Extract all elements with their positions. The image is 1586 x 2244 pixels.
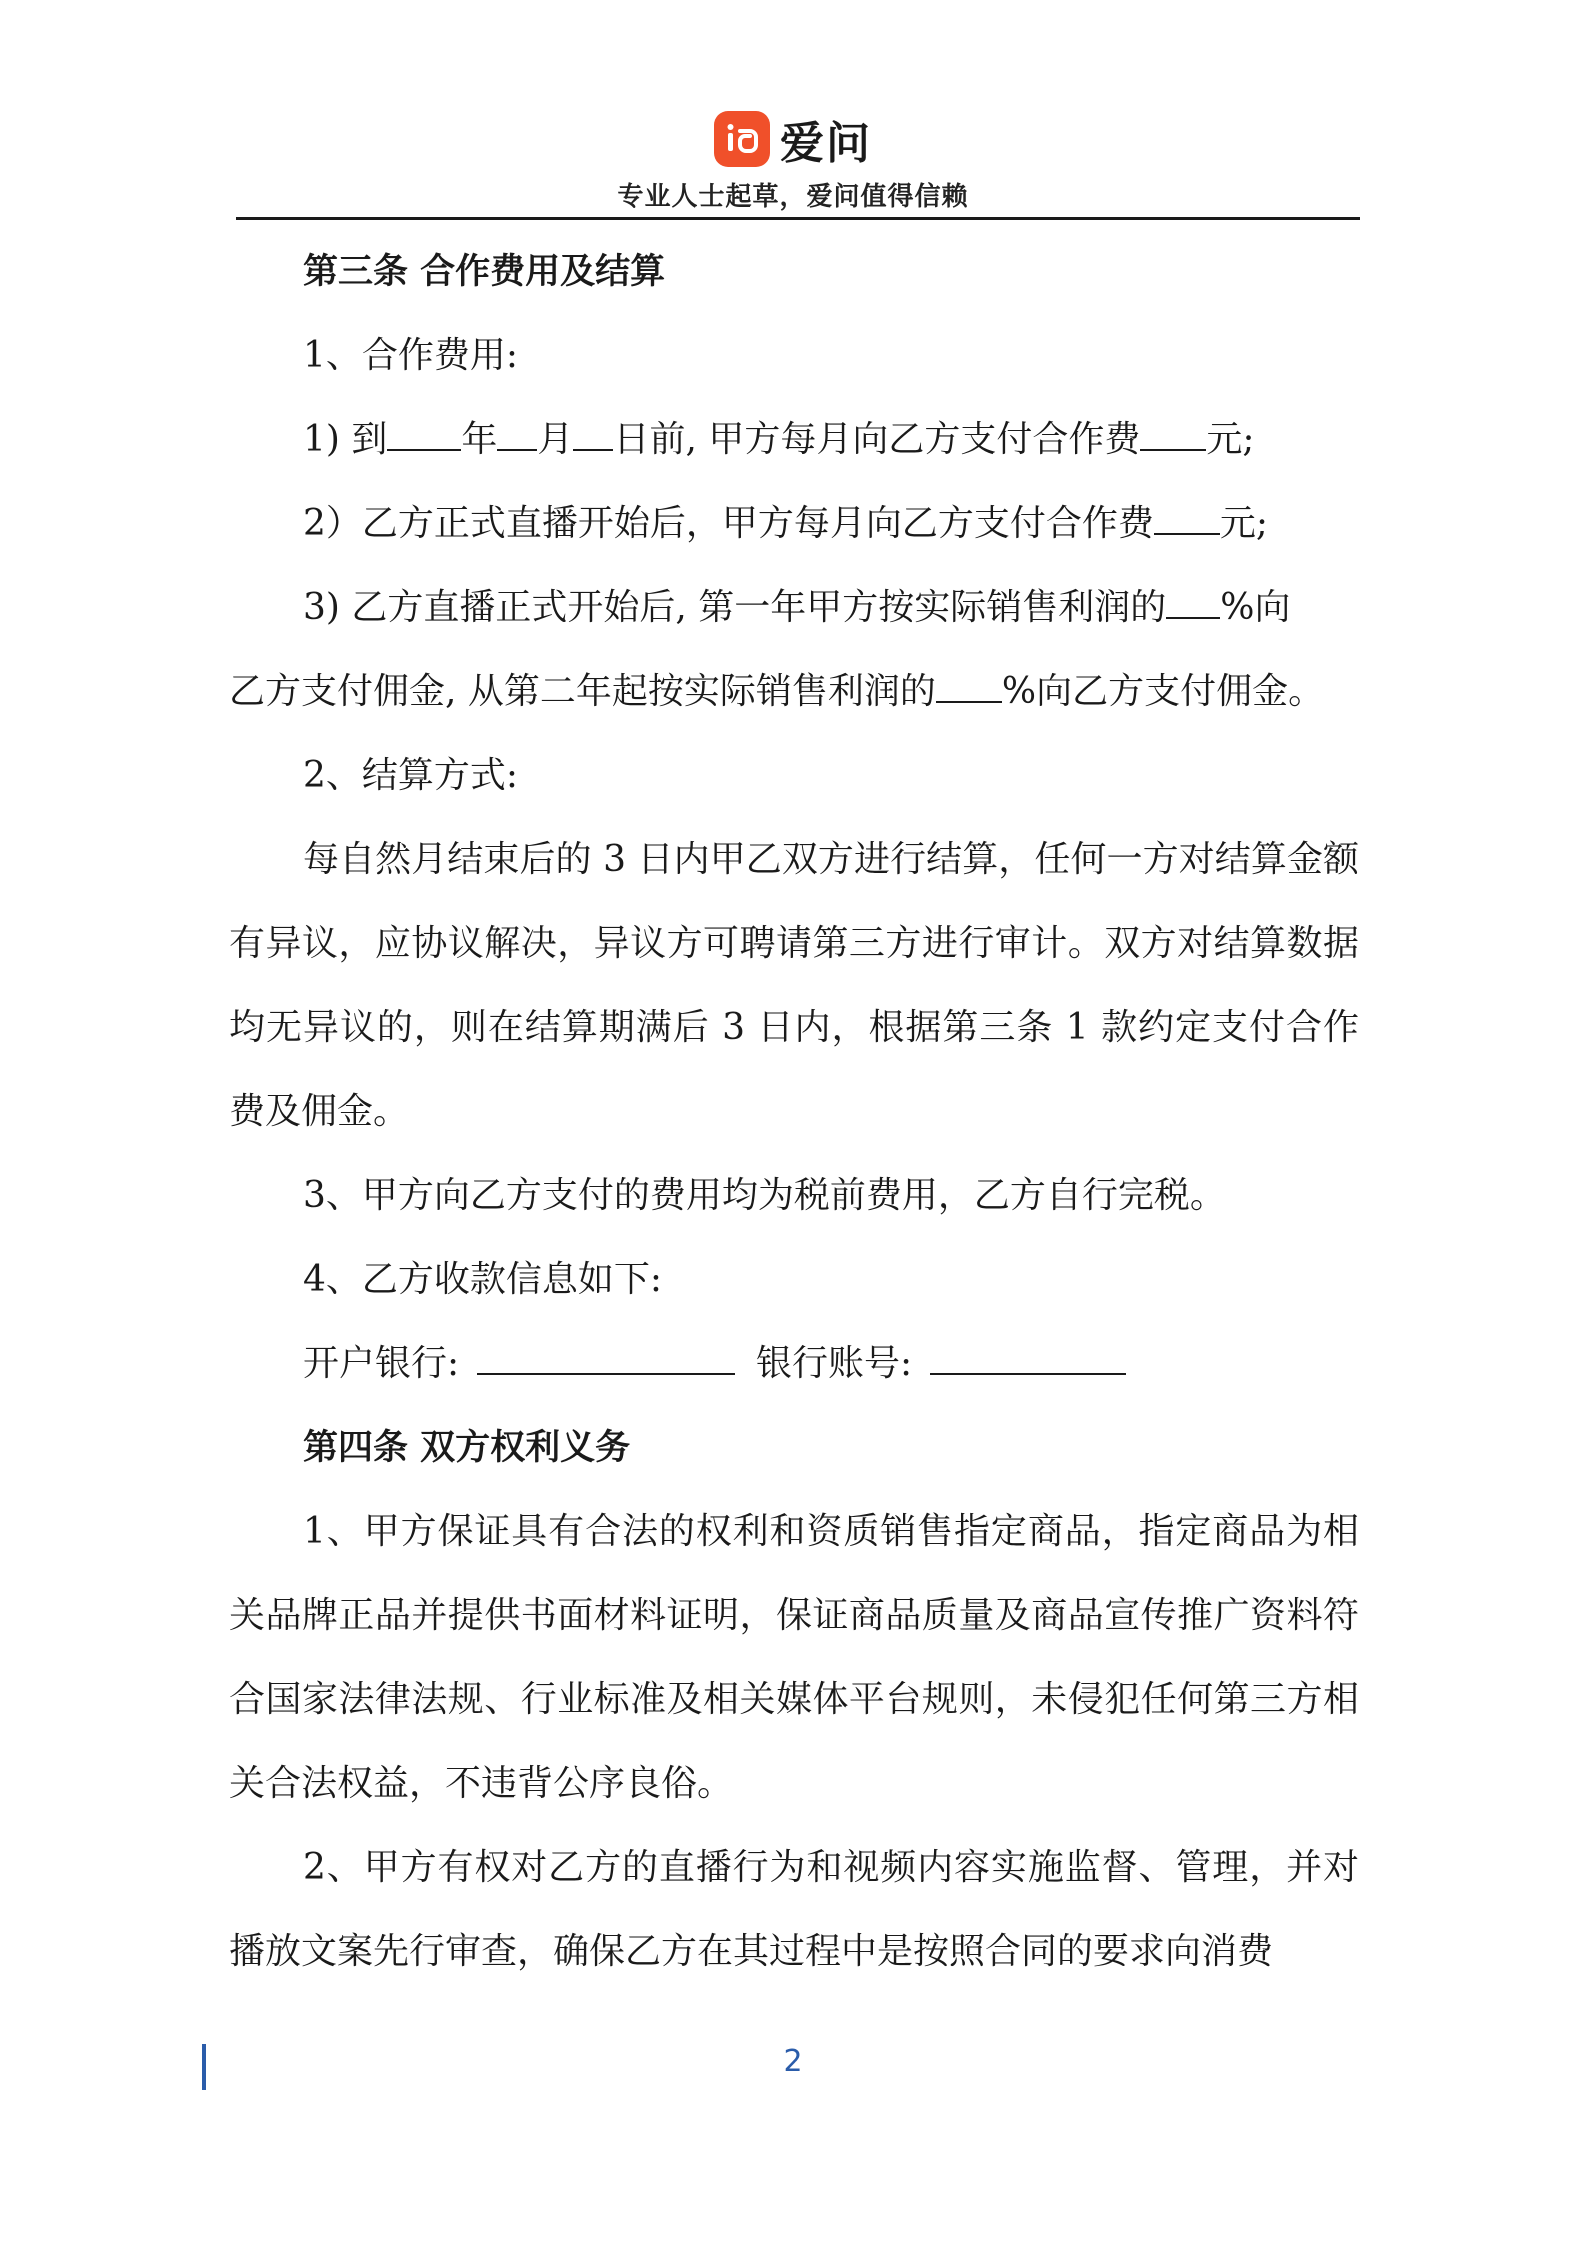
iask-logo-icon (714, 111, 770, 167)
tax-clause: 3、甲方向乙方支付的费用均为税前费用，乙方自行完税。 (303, 1175, 1226, 1216)
month-blank[interactable] (497, 419, 537, 451)
article-3-title: 第三条 合作费用及结算 (303, 252, 666, 292)
document-header (0, 110, 1586, 213)
day-blank[interactable] (573, 419, 613, 451)
fee-item-1-text-a: 1) 到 (303, 419, 388, 460)
article-4-title: 第四条 双方权利义务 (303, 1428, 631, 1468)
bank-info-line (229, 1322, 1359, 1406)
fee-item-3-line2-text-a: 乙方支付佣金, 从第二年起按实际销售利润的 (229, 671, 936, 712)
document-body (229, 230, 1359, 1994)
fee-item-1-text-b: 年 (461, 419, 498, 460)
fee-item-3 (229, 566, 1359, 650)
fee-amount-blank-2[interactable] (1154, 503, 1220, 535)
fee-item-2-text-b: 元; (1219, 503, 1269, 544)
bank-name-label: 开户银行: (303, 1343, 460, 1384)
fee-amount-blank-1[interactable] (1140, 419, 1206, 451)
rights-clause-1: 1、甲方保证具有合法的权利和资质销售指定商品，指定商品为相关品牌正品并提供书面材料证明，保证商品质量及商品宣传推广资料符合国家法律法规、行业标准及相关媒体平台规则，未侵犯任何第三方相关合法权益，不违背公序良俗。 (229, 1511, 1359, 1804)
rights-clause-2: 2、甲方有权对乙方的直播行为和视频内容实施监督、管理，并对播放文案先行审查，确保乙方在其过程中是按照合同的要求向消费 (229, 1847, 1359, 1972)
first-year-percent-blank[interactable] (1166, 587, 1220, 619)
second-year-percent-blank[interactable] (936, 671, 1002, 703)
fee-item-1 (229, 398, 1359, 482)
brand-slogan: 专业人士起草，爱问值得信赖 (617, 182, 969, 212)
fee-item-2-text-a: 2）乙方正式直播开始后，甲方每月向乙方支付合作费 (303, 503, 1154, 544)
fee-item-1-text-c: 月 (537, 419, 574, 460)
bank-info-heading: 4、乙方收款信息如下: (303, 1259, 663, 1300)
settlement-text: 每自然月结束后的 3 日内甲乙双方进行结算，任何一方对结算金额有异议，应协议解决，异议方可聘请第三方进行审计。双方对结算数据均无异议的，则在结算期满后 3 日内，根据第三条 1 款约定支付合作费及佣金。 (229, 839, 1359, 1132)
brand-logo (0, 110, 1586, 168)
page-number: 2 (783, 2044, 803, 2079)
header-divider (236, 217, 1360, 220)
fee-item-1-text-d: 日前, 甲方每月向乙方支付合作费 (613, 419, 1141, 460)
year-blank[interactable] (387, 419, 461, 451)
fee-item-2 (229, 482, 1359, 566)
bank-name-blank[interactable] (477, 1343, 735, 1375)
account-number-blank[interactable] (930, 1343, 1126, 1375)
brand-name: 爱问 (780, 118, 872, 169)
fee-item-3-continued (229, 650, 1359, 734)
account-number-label: 银行账号: (756, 1343, 913, 1384)
fee-item-1-text-e: 元; (1206, 419, 1255, 460)
fee-heading: 1、合作费用: (303, 335, 519, 376)
fee-item-3-text-b: %向 (1220, 587, 1291, 628)
settlement-heading: 2、结算方式: (303, 755, 519, 796)
fee-item-3-line2-text-b: %向乙方支付佣金。 (1001, 671, 1325, 712)
fee-item-3-text-a: 3) 乙方直播正式开始后, 第一年甲方按实际销售利润的 (303, 587, 1167, 628)
